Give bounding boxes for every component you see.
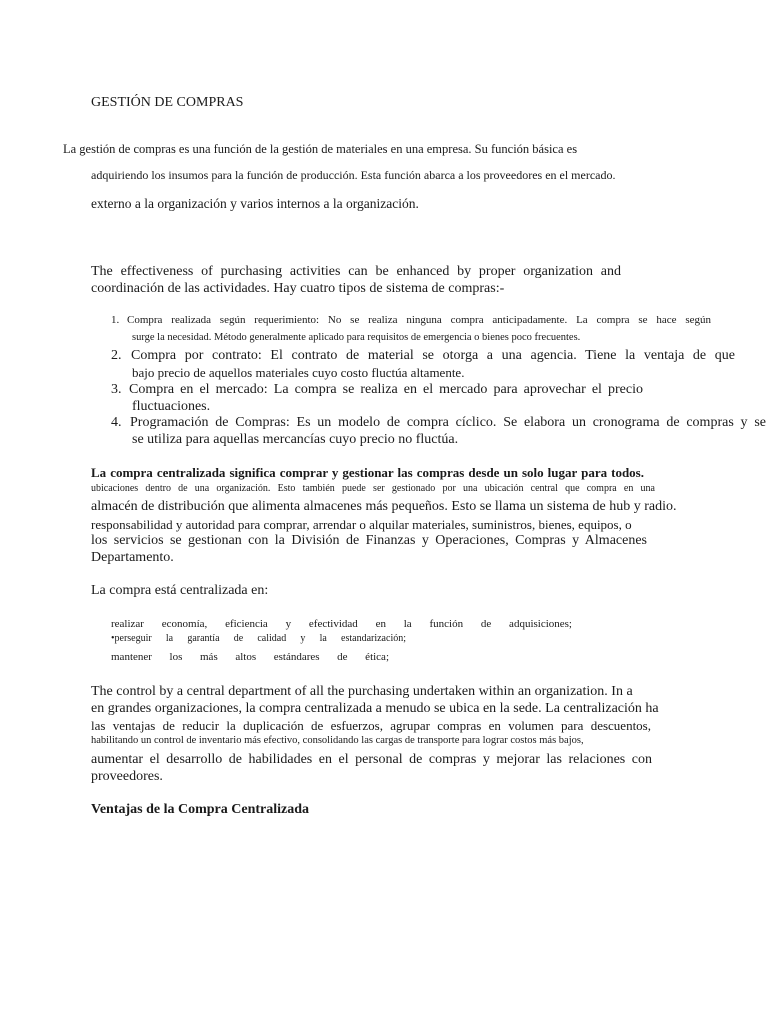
- goal-line: •perseguir la garantía de calidad y la estandarización;: [111, 633, 406, 644]
- list-item-line: se utiliza para aquellas mercancías cuyo precio no fluctúa.: [132, 432, 459, 447]
- central-line: los servicios se gestionan con la División de Finanzas y Operaciones, Compras y Almacenes: [91, 533, 647, 548]
- para2-line-2: coordinación de las actividades. Hay cuatro tipos de sistema de compras:-: [91, 281, 505, 296]
- list-item-line: fluctuaciones.: [132, 399, 211, 414]
- list-item-number: 2.: [111, 348, 122, 363]
- list-item-line: Compra por contrato: El contrato de material se otorga a una agencia. Tiene la ventaja de que: [131, 348, 735, 363]
- central-line: almacén de distribución que alimenta almacenes más pequeños. Esto se llama un sistema de hub y radio.: [91, 499, 677, 514]
- page-title: GESTIÓN DE COMPRAS: [91, 95, 244, 110]
- list-item-number: 4.: [111, 415, 122, 430]
- list-item-line: surge la necesidad. Método generalmente aplicado para requisitos de emergencia o bienes poco frecuentes.: [132, 332, 581, 343]
- control-line: las ventajas de reducir la duplicación de esfuerzos, agrupar compras en volumen para descuentos,: [91, 718, 651, 733]
- list-item-line: bajo precio de aquellos materiales cuyo costo fluctúa altamente.: [132, 365, 465, 380]
- goal-line: realizar economía, eficiencia y efectividad en la función de adquisiciones;: [111, 618, 572, 630]
- list-item-line: Programación de Compras: Es un modelo de compra cíclico. Se elabora un cronograma de compras y se: [130, 415, 766, 430]
- central-line: responsabilidad y autoridad para comprar, arrendar o alquilar materiales, suministros, bienes, equipos, o: [91, 517, 632, 532]
- control-line: proveedores.: [91, 769, 163, 784]
- central-heading-line: La compra centralizada significa comprar y gestionar las compras desde un solo lugar para todos.: [91, 465, 644, 480]
- intro-line-3: externo a la organización y varios internos a la organización.: [91, 196, 419, 211]
- control-line: The control by a central department of all the purchasing undertaken within an organization. In a: [91, 684, 633, 699]
- list-item-number: 3.: [111, 382, 122, 397]
- centralized-in-label: La compra está centralizada en:: [91, 583, 269, 598]
- central-line: ubicaciones dentro de una organización. Esto también puede ser gestionado por una ubicación central que compra en una: [91, 483, 655, 494]
- central-line: Departamento.: [91, 550, 174, 565]
- control-line: en grandes organizaciones, la compra centralizada a menudo se ubica en la sede. La centralización ha: [91, 701, 659, 716]
- section-heading: Ventajas de la Compra Centralizada: [91, 802, 310, 817]
- control-line: aumentar el desarrollo de habilidades en el personal de compras y mejorar las relaciones con: [91, 752, 652, 767]
- goal-line: mantener los más altos estándares de ética;: [111, 651, 389, 663]
- list-item-line: Compra realizada según requerimiento: No se realiza ninguna compra anticipadamente. La compra se hace según: [127, 314, 711, 326]
- list-item-number: 1.: [111, 314, 120, 326]
- intro-line-1: La gestión de compras es una función de la gestión de materiales en una empresa. Su función básica es: [63, 142, 578, 156]
- control-line: habilitando un control de inventario más efectivo, consolidando las cargas de transporte para lograr costos más bajos,: [91, 735, 584, 746]
- para2-line-1: The effectiveness of purchasing activities can be enhanced by proper organization and: [91, 264, 621, 279]
- list-item-line: Compra en el mercado: La compra se realiza en el mercado para aprovechar el precio: [129, 382, 643, 397]
- intro-line-2: adquiriendo los insumos para la función de producción. Esta función abarca a los proveedores en el mercado.: [91, 168, 616, 182]
